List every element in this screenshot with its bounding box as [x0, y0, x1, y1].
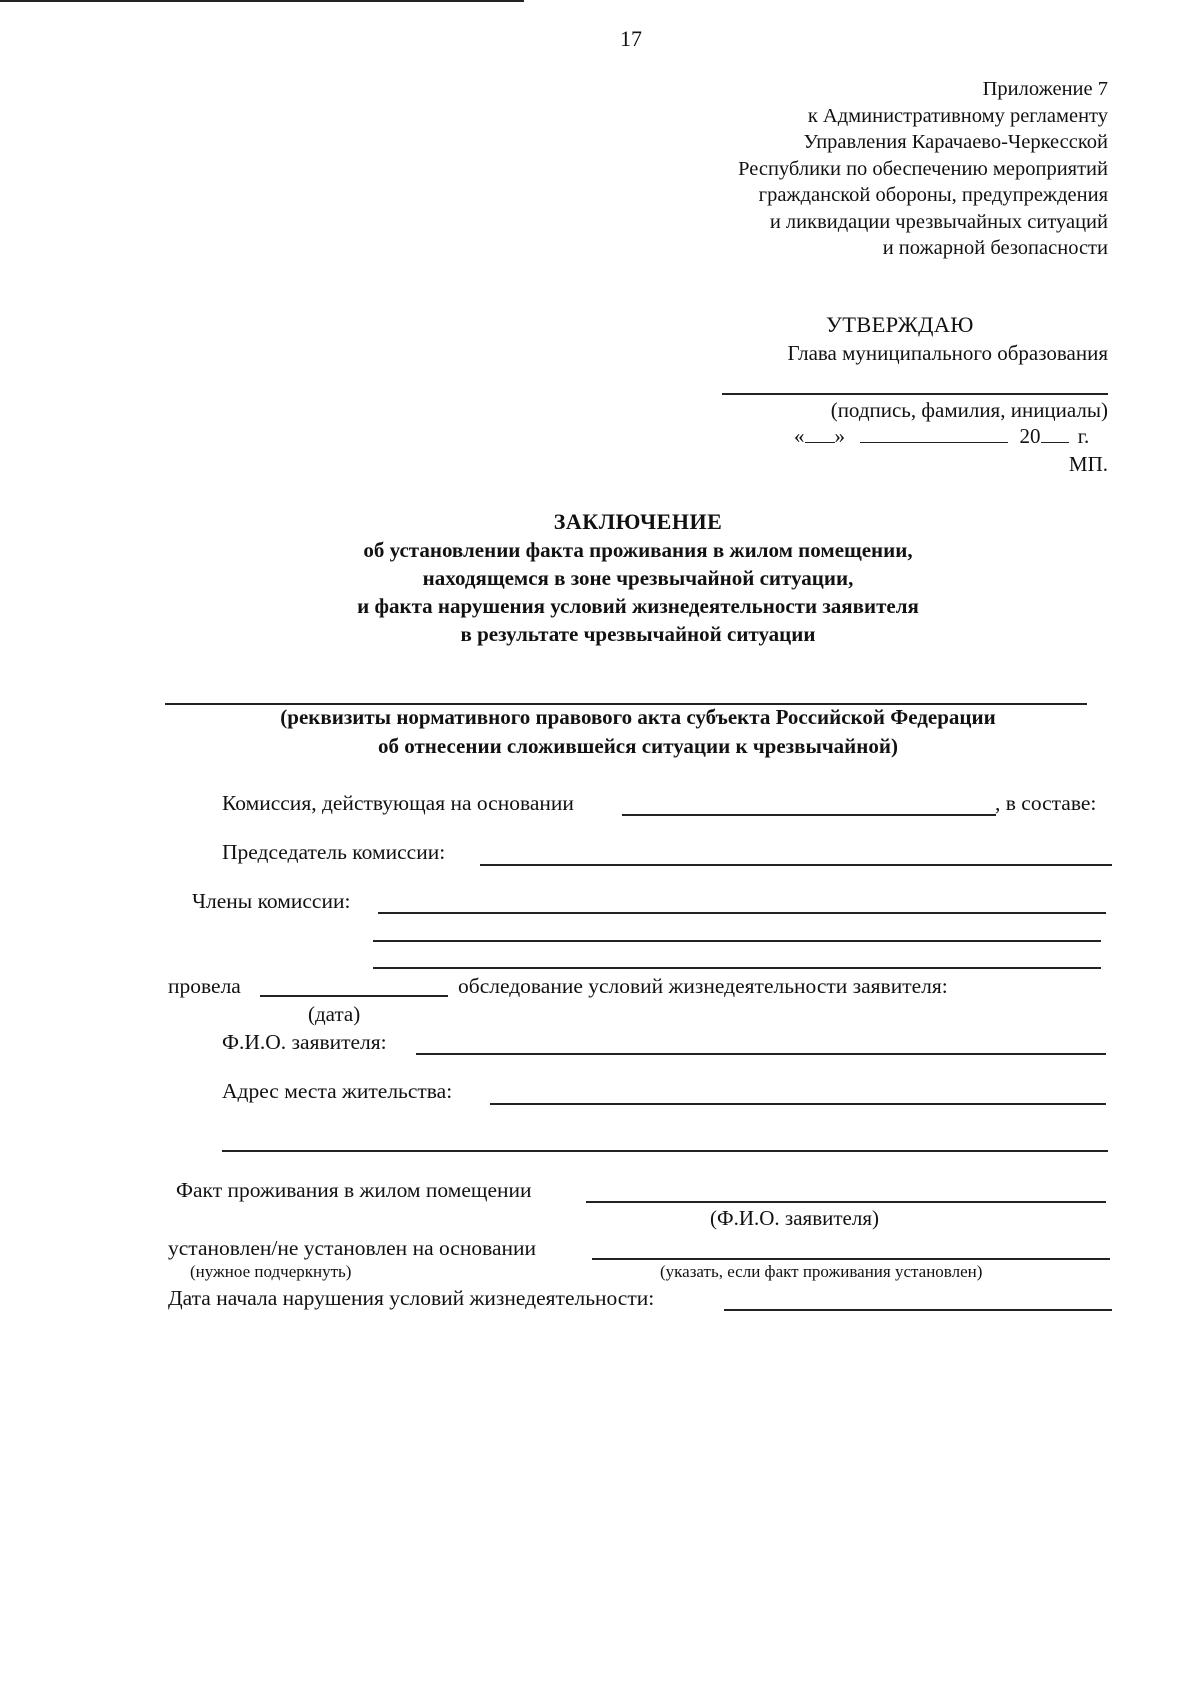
- members-field[interactable]: [373, 940, 1101, 942]
- month-blank: [860, 424, 1008, 443]
- document-title-block: [0, 508, 1200, 648]
- address-label: Адрес места жительства:: [222, 1079, 453, 1103]
- appendix-line: Управления Карачаево-Черкесской: [803, 131, 1108, 153]
- violation-date-label: Дата начала нарушения условий жизнедеятельности:: [168, 1286, 655, 1310]
- scan-top-edge-line: [0, 0, 524, 2]
- appendix-header: [738, 76, 1108, 262]
- commission-basis-field[interactable]: [622, 814, 996, 816]
- chairman-label: Председатель комиссии:: [222, 840, 446, 864]
- address-field[interactable]: [222, 1150, 1108, 1152]
- stamp-place: МП.: [1068, 452, 1108, 476]
- commission-label: Комиссия, действующая на основании: [222, 791, 574, 815]
- inspection-date-field[interactable]: [260, 995, 448, 997]
- underline-hint: (нужное подчеркнуть): [190, 1262, 352, 1281]
- commission-suffix: , в составе:: [995, 791, 1097, 815]
- applicant-name-field[interactable]: [416, 1053, 1106, 1055]
- appendix-line: и пожарной безопасности: [882, 237, 1108, 259]
- appendix-line: к Административному регламенту: [807, 104, 1108, 127]
- signature-line: [722, 393, 1108, 395]
- appendix-line: гражданской обороны, предупреждения: [758, 184, 1108, 206]
- date-quote-open: «: [794, 424, 805, 448]
- document-subtitle-line: и факта нарушения условий жизнедеятельности заявителя: [357, 594, 919, 618]
- year-prefix: 20: [1019, 424, 1041, 448]
- document-subtitle-line: об установлении факта проживания в жилом помещении,: [363, 538, 913, 562]
- appendix-line: и ликвидации чрезвычайных ситуаций: [769, 210, 1108, 233]
- address-field[interactable]: [490, 1103, 1106, 1105]
- established-basis-field[interactable]: [592, 1258, 1110, 1260]
- year-blank: [1041, 424, 1069, 443]
- members-field[interactable]: [378, 912, 1106, 914]
- year-suffix: г.: [1077, 424, 1090, 448]
- violation-date-field[interactable]: [724, 1309, 1112, 1311]
- requisites-caption-line: (реквизиты нормативного правового акта субъекта Российской Федерации: [280, 705, 996, 729]
- approval-title: УТВЕРЖДАЮ: [826, 312, 974, 337]
- applicant-caption: (Ф.И.О. заявителя): [710, 1206, 879, 1230]
- requisites-caption-line: об отнесении сложившейся ситуации к чрезвычайной): [378, 734, 898, 758]
- inspection-label: обследование условий жизнедеятельности заявителя:: [458, 974, 948, 998]
- residence-applicant-field[interactable]: [586, 1201, 1106, 1203]
- date-caption: (дата): [308, 1002, 361, 1026]
- residence-fact-label: Факт проживания в жилом помещении: [176, 1178, 532, 1202]
- appendix-line: Республики по обеспечению мероприятий: [738, 157, 1108, 180]
- document-subtitle-line: находящемся в зоне чрезвычайной ситуации,: [422, 566, 854, 590]
- members-label: Члены комиссии:: [192, 889, 351, 913]
- document-subtitle-line: в результате чрезвычайной ситуации: [460, 622, 816, 646]
- established-label: установлен/не установлен на основании: [168, 1236, 536, 1260]
- specify-hint: (указать, если факт проживания установлен): [660, 1262, 983, 1281]
- requisites-caption: [0, 703, 1200, 761]
- document-title: ЗАКЛЮЧЕНИЕ: [553, 509, 723, 534]
- page-number: 17: [620, 26, 642, 51]
- members-field[interactable]: [373, 967, 1101, 969]
- chairman-field[interactable]: [480, 864, 1112, 866]
- approval-head-title: Глава муниципального образования: [787, 341, 1108, 365]
- conducted-label: провела: [168, 974, 241, 998]
- appendix-line: Приложение 7: [982, 78, 1108, 100]
- approval-date-row: [794, 424, 1089, 449]
- applicant-name-label: Ф.И.О. заявителя:: [222, 1030, 387, 1054]
- day-blank: [805, 424, 835, 443]
- signature-caption: (подпись, фамилия, инициалы): [830, 398, 1108, 422]
- date-quote-close: »: [834, 424, 845, 448]
